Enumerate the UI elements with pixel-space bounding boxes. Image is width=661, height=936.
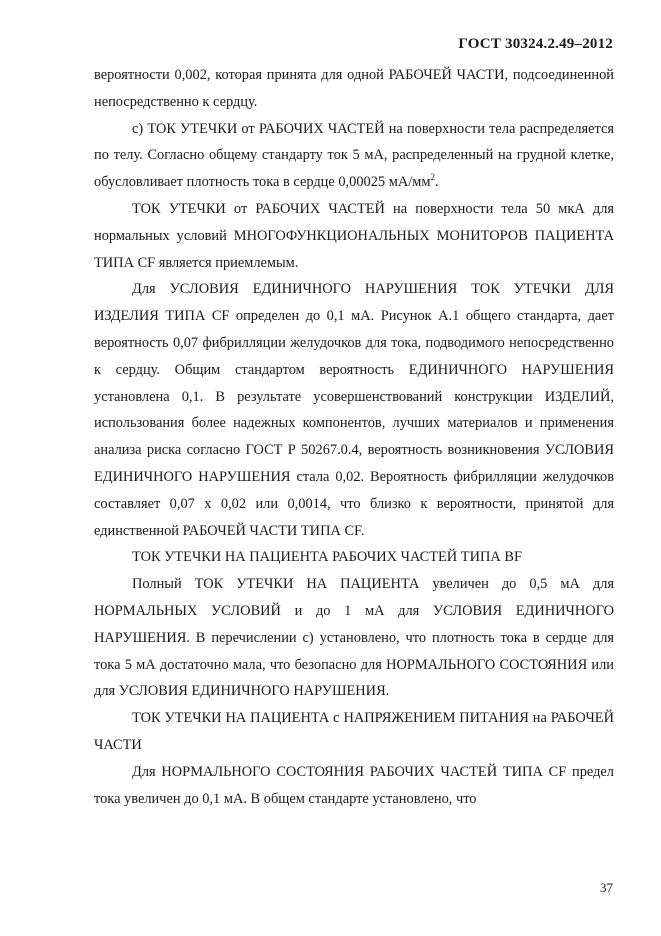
page-number: 37: [600, 880, 613, 895]
paragraph-6: Полный ТОК УТЕЧКИ НА ПАЦИЕНТА увеличен до 0,5 мА для НОРМАЛЬНЫХ УСЛОВИЙ и до 1 мА для УСЛОВИЯ ЕДИНИЧНОГО НАРУШЕНИЯ. В перечислении с) установлено, что плотность тока в сердце для тока 5 мА достаточно мала, что безопасно для НОРМАЛЬНОГО СОСТОЯНИЯ или для УСЛОВИЯ ЕДИНИЧНОГО НАРУШЕНИЯ.: [94, 576, 614, 700]
superscript: 2: [430, 172, 435, 183]
paragraph-8: Для НОРМАЛЬНОГО СОСТОЯНИЯ РАБОЧИХ ЧАСТЕЙ ТИПА CF предел тока увеличен до 0,1 мА. В общем стандарте установлено, что: [94, 763, 614, 807]
paragraph-2: [94, 116, 614, 196]
document-header: ГОСТ 30324.2.49–2012: [458, 36, 613, 52]
section-heading-supply-voltage: ТОК УТЕЧКИ НА ПАЦИЕНТА с НАПРЯЖЕНИЕМ ПИТАНИЯ на РАБОЧЕЙ ЧАСТИ: [94, 710, 614, 753]
paragraph-4: Для УСЛОВИЯ ЕДИНИЧНОГО НАРУШЕНИЯ ТОК УТЕЧКИ ДЛЯ ИЗДЕЛИЯ ТИПА CF определен до 0,1 мА. Рисунок А.1 общего стандарта, дает вероятность 0,07 фибрилляции желудочков для тока, подводимого непосредственно к сердцу. Общим стандартом вероятность ЕДИНИЧНОГО НАРУШЕНИЯ установлена 0,1. В результате усовершенствований конструкции ИЗДЕЛИЙ, использования более надежных компонентов, лучших материалов и применения анализа риска согласно ГОСТ Р 50267.0.4, вероятность возникновения УСЛОВИЯ ЕДИНИЧНОГО НАРУШЕНИЯ стала 0,02. Вероятность фибрилляции желудочков составляет 0,07 x 0,02 или 0,0014, что близко к вероятности, принятой для единственной РАБОЧЕЙ ЧАСТИ ТИПА CF.: [94, 281, 614, 539]
section-heading-bf: ТОК УТЕЧКИ НА ПАЦИЕНТА РАБОЧИХ ЧАСТЕЙ ТИПА BF: [132, 549, 522, 566]
paragraph-3: ТОК УТЕЧКИ от РАБОЧИХ ЧАСТЕЙ на поверхности тела 50 мкА для нормальных условий МНОГОФУНКЦИОНАЛЬНЫХ МОНИТОРОВ ПАЦИЕНТА ТИПА CF является приемлемым.: [94, 200, 614, 271]
paragraph-2-text: с) ТОК УТЕЧКИ от РАБОЧИХ ЧАСТЕЙ на поверхности тела распределяется по телу. Согласно общему стандарту ток 5 мА, распределенный на грудной клетке, обусловливает плотность тока в сердце 0,00025 мА/мм: [94, 120, 614, 191]
paragraph-2-period: .: [434, 174, 439, 191]
body-text: [94, 62, 614, 812]
paragraph-1: вероятности 0,002, которая принята для одной РАБОЧЕЙ ЧАСТИ, подсоединенной непосредственно к сердцу.: [94, 67, 614, 110]
